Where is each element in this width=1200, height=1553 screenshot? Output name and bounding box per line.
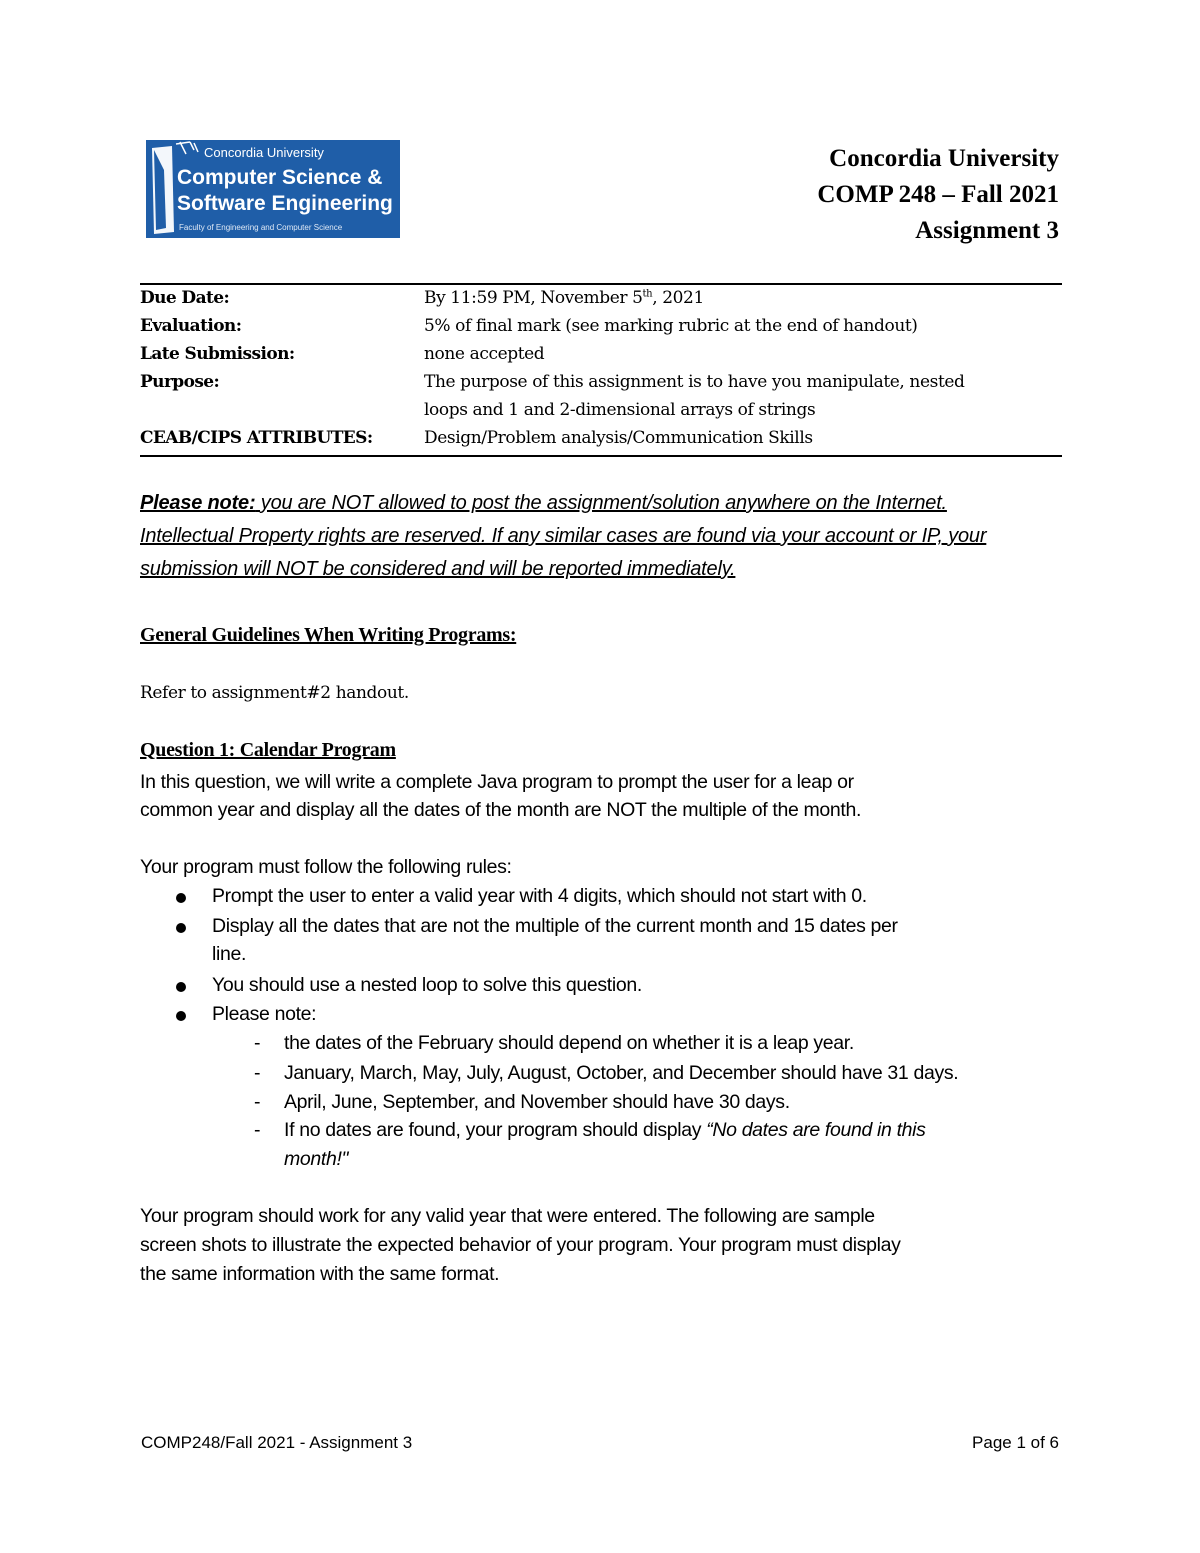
logo-dept-line2: Software Engineering — [177, 192, 393, 215]
info-row-purpose — [140, 372, 1062, 400]
evaluation-label: Evaluation: — [140, 316, 242, 336]
late-submission-label: Late Submission: — [140, 344, 295, 364]
note-bold-label: Please note: — [140, 492, 256, 514]
info-row-evaluation — [140, 316, 1062, 344]
guidelines-text: Refer to assignment#2 handout. — [140, 683, 409, 703]
closing-line1: Your program should work for any valid year that were entered. The following are sample — [140, 1205, 875, 1227]
bullet-item: Prompt the user to enter a valid year with 4 digits, which should not start with 0. — [212, 885, 867, 907]
logo-university: Concordia University — [204, 145, 324, 160]
purpose-label: Purpose: — [140, 372, 220, 392]
info-row-ceab — [140, 428, 1062, 456]
header-course: COMP 248 – Fall 2021 — [817, 181, 1059, 208]
sub-item: January, March, May, July, August, October, and December should have 31 days. — [284, 1062, 959, 1084]
sub-item: April, June, September, and November should have 30 days. — [284, 1091, 790, 1113]
rules-intro: Your program must follow the following rules: — [140, 856, 512, 878]
bullet-item: You should use a nested loop to solve this question. — [212, 974, 642, 996]
due-date-value: By 11:59 PM, November 5th, 2021 — [424, 288, 704, 308]
bullet-item: Please note: — [212, 1003, 317, 1025]
question1-heading: Question 1: Calendar Program — [140, 739, 396, 761]
sub-item-cont: month!" — [284, 1148, 349, 1170]
sub-item: If no dates are found, your program should display “No dates are found in this — [284, 1119, 926, 1141]
due-date-label: Due Date: — [140, 288, 230, 308]
ceab-value: Design/Problem analysis/Communication Skills — [424, 428, 813, 448]
header-university: Concordia University — [829, 145, 1059, 172]
purpose-value-line2: loops and 1 and 2-dimensional arrays of strings — [424, 400, 816, 420]
info-row-due — [140, 288, 1062, 316]
evaluation-value: 5% of final mark (see marking rubric at the end of handout) — [424, 316, 918, 336]
dash-marker: - — [254, 1091, 261, 1113]
question1-intro-line2: common year and display all the dates of the month are NOT the multiple of the month. — [140, 799, 862, 821]
dash-marker: - — [254, 1062, 261, 1084]
bullet-item: Display all the dates that are not the multiple of the current month and 15 dates per — [212, 915, 898, 937]
question1-intro-line1: In this question, we will write a complete Java program to prompt the user for a leap or — [140, 771, 854, 793]
ceab-label: CEAB/CIPS ATTRIBUTES: — [140, 428, 373, 448]
purpose-value-line1: The purpose of this assignment is to have you manipulate, nested — [424, 372, 965, 392]
sub-item: the dates of the February should depend on whether it is a leap year. — [284, 1032, 854, 1054]
logo-dept-line1: Computer Science & — [177, 166, 383, 189]
bullet-dot — [176, 982, 186, 992]
bullet-dot — [176, 1011, 186, 1021]
footer-left: COMP248/Fall 2021 - Assignment 3 — [141, 1433, 413, 1452]
dash-marker: - — [254, 1032, 261, 1054]
footer-page-number: Page 1 of 6 — [972, 1433, 1059, 1452]
bullet-dot — [176, 893, 186, 903]
no-dates-message: “No dates are found in this — [706, 1119, 926, 1141]
guidelines-heading: General Guidelines When Writing Programs: — [140, 624, 517, 646]
closing-line3: the same information with the same format. — [140, 1263, 500, 1285]
late-submission-value: none accepted — [424, 344, 545, 364]
note-line2: Intellectual Property rights are reserved. If any similar cases are found via your account or IP, your — [140, 525, 987, 547]
dash-marker: - — [254, 1119, 261, 1141]
note-line3: submission will NOT be considered and will be reported immediately. — [140, 558, 736, 580]
bullet-item-cont: line. — [212, 943, 247, 965]
info-row-purpose-cont — [140, 400, 1062, 428]
bullet-dot — [176, 923, 186, 933]
closing-line2: screen shots to illustrate the expected behavior of your program. Your program must display — [140, 1234, 901, 1256]
logo-faculty: Faculty of Engineering and Computer Science — [179, 223, 343, 232]
info-row-late — [140, 344, 1062, 372]
note-line1: Please note: you are NOT allowed to post the assignment/solution anywhere on the Internet. — [140, 492, 947, 514]
top-divider — [140, 283, 1062, 285]
bottom-divider — [140, 455, 1062, 457]
header-assignment: Assignment 3 — [915, 217, 1059, 244]
concordia-cse-logo — [146, 140, 400, 238]
